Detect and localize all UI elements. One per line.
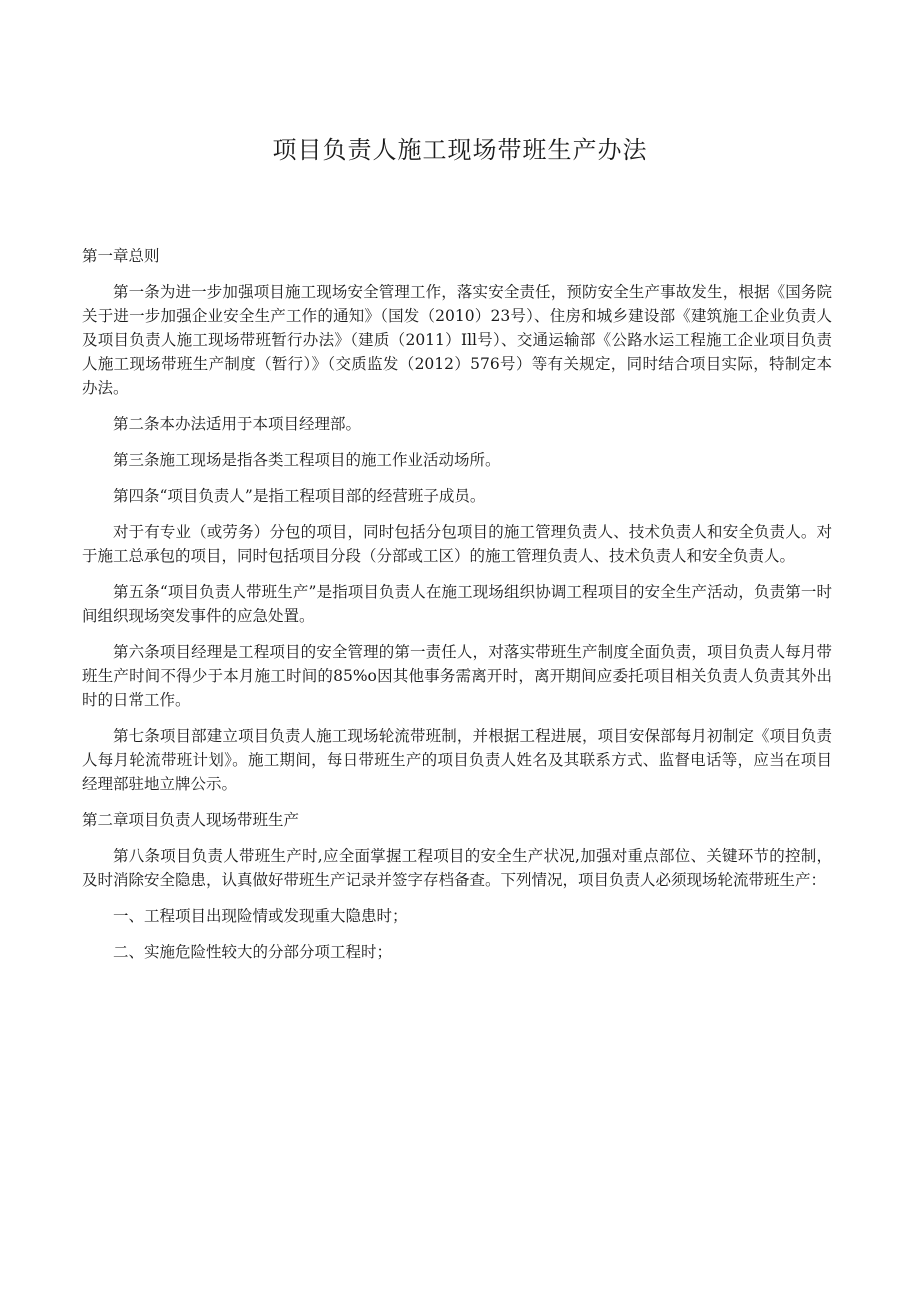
list-item: 二、实施危险性较大的分部分项工程时； xyxy=(113,943,393,961)
article-paragraph: 第四条“项目负责人”是指工程项目部的经营班子成员。 xyxy=(113,487,486,505)
article-paragraph: 第一条为进一步加强项目施工现场安全管理工作，落实安全责任，预防安全生产事故发生，根据《国务院关于进一步加强企业安全生产工作的通知》（国发（2010）23号）、住房和城乡建设部《建筑施工企业负责人及项目负责人施工现场带班暂行办法》（建质（2011）Ill号）、交通运输部《公路水运工程施工企业项目负责人施工现场带班生产制度（暂行）》（交质监发（2012）576号）等有关规定，同时结合项目实际，特制定本办法。 xyxy=(82,283,832,397)
article-paragraph: 对于有专业（或劳务）分包的项目，同时包括分包项目的施工管理负责人、技术负责人和安全负责人。对于施工总承包的项目，同时包括项目分段（分部或工区）的施工管理负责人、技术负责人和安全负责人。 xyxy=(82,523,832,565)
document-body xyxy=(82,244,832,976)
article-paragraph: 第七条项目部建立项目负责人施工现场轮流带班制，并根据工程进展，项目安保部每月初制定《项目负责人每月轮流带班计划》。施工期间，每日带班生产的项目负责人姓名及其联系方式、监督电话等，应当在项目经理部驻地立牌公示。 xyxy=(82,727,832,793)
chapter-heading: 第一章总则 xyxy=(82,247,160,265)
article-paragraph: 第六条项目经理是工程项目的安全管理的第一责任人，对落实带班生产制度全面负责，项目负责人每月带班生产时间不得少于本月施工时间的85%o因其他事务需离开时，离开期间应委托项目相关负责人负责其外出时的日常工作。 xyxy=(82,643,832,709)
list-item: 一、工程项目出现险情或发现重大隐患时； xyxy=(113,907,408,925)
article-paragraph: 第三条施工现场是指各类工程项目的施工作业活动场所。 xyxy=(113,451,501,469)
article-paragraph: 第二条本办法适用于本项目经理部。 xyxy=(113,415,362,433)
article-paragraph: 第五条“项目负责人带班生产”是指项目负责人在施工现场组织协调工程项目的安全生产活动，负责第一时间组织现场突发事件的应急处置。 xyxy=(82,583,832,625)
article-paragraph: 第八条项目负责人带班生产时,应全面掌握工程项目的安全生产状况,加强对重点部位、关键环节的控制，及时消除安全隐患，认真做好带班生产记录并签字存档备查。下列情况，项目负责人必须现场轮流带班生产： xyxy=(82,847,832,889)
chapter-heading: 第二章项目负责人现场带班生产 xyxy=(82,811,300,829)
document-title: 项目负责人施工现场带班生产办法 xyxy=(272,136,648,164)
